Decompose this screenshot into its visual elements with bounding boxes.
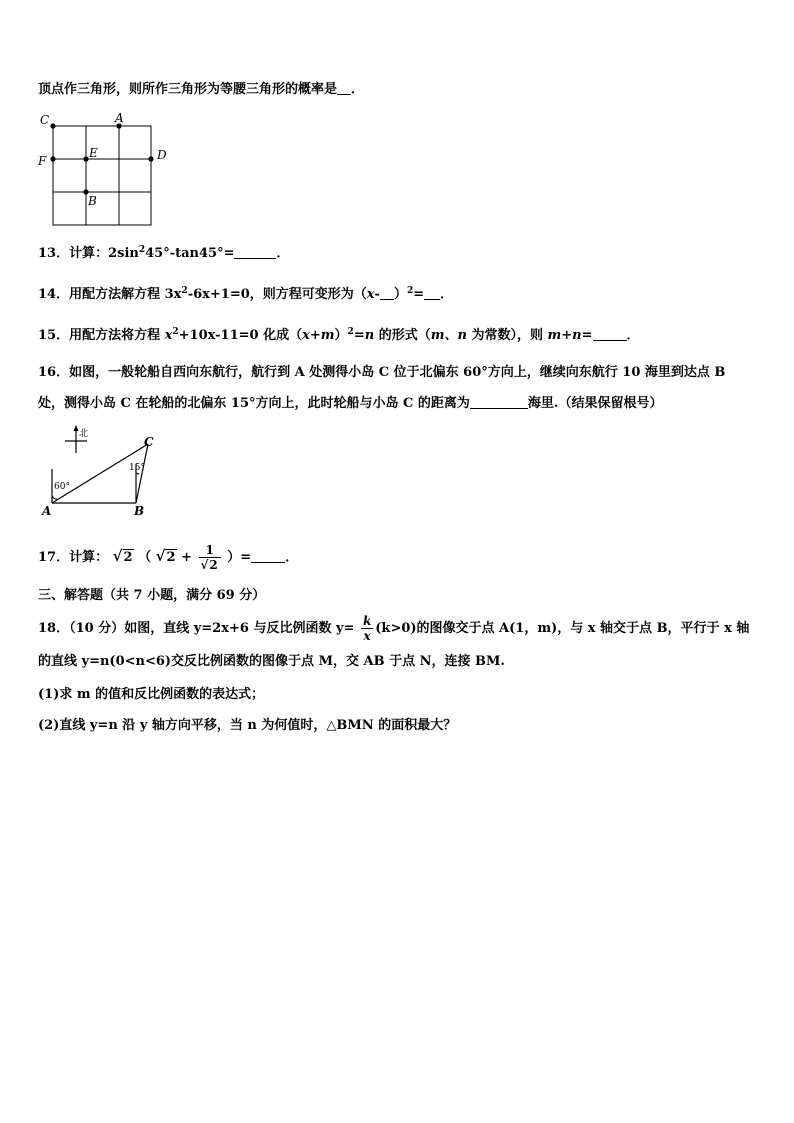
- q15-exponent: 2: [172, 327, 179, 337]
- q16-line-2: [38, 394, 662, 414]
- q13-text: 45°-tan45°=: [145, 246, 235, 261]
- q14-exponent: 2: [181, 286, 188, 296]
- q16-line-1: [38, 363, 725, 383]
- label-b: B: [88, 194, 97, 208]
- q16-number: 16．: [38, 365, 70, 380]
- q14-number: 14．: [38, 287, 70, 302]
- angle-60-label: 60°: [54, 482, 70, 492]
- q15-x-plus-m: x+m: [302, 328, 335, 343]
- label-b: B: [134, 504, 145, 518]
- section-3-title: 三、解答题（共 7 小题，满分 69 分）: [38, 588, 266, 603]
- label-e: E: [89, 146, 98, 160]
- q12-answer-blank: [337, 81, 351, 95]
- q12-grid-figure: [30, 110, 180, 232]
- q15-var-x: x: [164, 328, 173, 343]
- q14-exponent: 2: [406, 286, 414, 296]
- point-c: [50, 123, 55, 128]
- q13-number: 13．: [38, 246, 70, 261]
- q17-number: 17．: [38, 550, 70, 565]
- q14-var-x: x: [366, 287, 375, 302]
- q17-sqrt-2-inner: √2: [155, 547, 176, 565]
- label-d: D: [157, 148, 167, 162]
- q15-m-plus-n: m+n: [547, 328, 582, 343]
- q15-answer-blank: [593, 327, 627, 341]
- q18-text: (k>0)的图像交于点 A(1，m)，与 x 轴交于点 B，平行于 x 轴: [375, 621, 750, 636]
- q18-subquestion-2: (2)直线 y=n 沿 y 轴方向平移，当 n 为何值时，△BMN 的面积最大？: [38, 718, 457, 733]
- q17-fraction-numerator: 1: [199, 543, 221, 558]
- q13-text: 计算：2sin: [69, 246, 139, 261]
- q13-exponent: 2: [138, 245, 146, 255]
- q14-text: -6x+1=0，则方程可变形为（: [187, 287, 367, 302]
- q15-line: [38, 326, 640, 346]
- q17-fraction: [199, 543, 221, 572]
- q15-text: ）: [334, 328, 348, 343]
- q15-number: 15．: [38, 328, 70, 343]
- q18-text: （10 分）如图，直线 y=2x+6 与反比例函数 y=: [69, 621, 355, 636]
- q13-line: [38, 244, 290, 264]
- angle-15-label: 15°: [129, 463, 145, 473]
- q12-end: ．: [351, 82, 365, 97]
- q17-right-paren: ）=: [227, 550, 252, 565]
- q14-text: 用配方法解方程 3x: [69, 287, 182, 302]
- q14-line: [38, 285, 453, 305]
- point-e: [83, 156, 88, 161]
- q15-end: ．: [626, 328, 640, 343]
- q18-fraction-k-over-x: [361, 614, 373, 643]
- q16-answer-blank: [470, 395, 528, 409]
- q16-text: 海里.（结果保留根号）: [527, 396, 663, 411]
- q14-minus: -: [374, 287, 380, 302]
- q17-line: [38, 541, 298, 573]
- q16-navigation-figure: [36, 424, 166, 518]
- q15-text: 用配方法将方程: [69, 328, 165, 343]
- q17-left-paren: （: [138, 550, 152, 565]
- q14-text: ）: [393, 287, 407, 302]
- q16-text: 处，测得小岛 C 在轮船的北偏东 15°方向上，此时轮船与小岛 C 的距离为: [38, 396, 470, 411]
- north-label: 北: [79, 429, 89, 439]
- q15-equals: =: [353, 328, 365, 343]
- q18-line-1: [38, 614, 749, 644]
- point-d: [148, 156, 153, 161]
- q15-text: +10x-11=0 化成（: [178, 328, 303, 343]
- label-c: C: [144, 435, 154, 449]
- point-f: [50, 156, 55, 161]
- q14-answer-blank: [424, 286, 440, 300]
- q17-text: 计算：: [69, 550, 109, 565]
- q12-text-line: [38, 80, 364, 100]
- q14-end: ．: [440, 287, 454, 302]
- q17-sqrt-2: √2: [112, 547, 133, 565]
- q13-answer-blank: [234, 245, 276, 259]
- q18-fraction-numerator: k: [362, 614, 372, 628]
- q17-answer-blank: [251, 549, 285, 563]
- q14-equals: =: [413, 287, 425, 302]
- label-a: A: [115, 111, 124, 125]
- q17-end: ．: [285, 550, 299, 565]
- q15-text: 为常数），则: [466, 328, 548, 343]
- q16-text: 如图，一般轮船自西向东航行，航行到 A 处测得小岛 C 位于北偏东 60°方向上，继续向东航行 10 海里到达点 B: [69, 365, 726, 380]
- label-f: F: [38, 154, 47, 168]
- q18-subquestion-1: (1)求 m 的值和反比例函数的表达式；: [38, 687, 265, 702]
- q18-number: 18．: [38, 621, 70, 636]
- q15-text: 的形式（: [374, 328, 431, 343]
- q13-end: ．: [276, 246, 290, 261]
- q12-text: 顶点作三角形，则所作三角形为等腰三角形的概率是: [38, 82, 338, 97]
- q15-equals: =: [581, 328, 593, 343]
- q17-plus: +: [181, 550, 192, 565]
- q15-exponent: 2: [347, 327, 354, 337]
- q17-fraction-denominator: √2: [200, 558, 218, 572]
- q18-fraction-denominator: x: [363, 629, 371, 643]
- q15-var-n: n: [364, 328, 375, 343]
- label-c: C: [40, 113, 50, 127]
- q18-line-2: 的直线 y=n(0<n<6)交反比例函数的图像于点 M，交 AB 于点 N，连接 BM.: [38, 654, 505, 669]
- segment-ac: [52, 444, 148, 503]
- label-a: A: [42, 504, 52, 518]
- q14-blank-inner: [380, 286, 394, 300]
- q15-m-n: m、n: [430, 328, 467, 343]
